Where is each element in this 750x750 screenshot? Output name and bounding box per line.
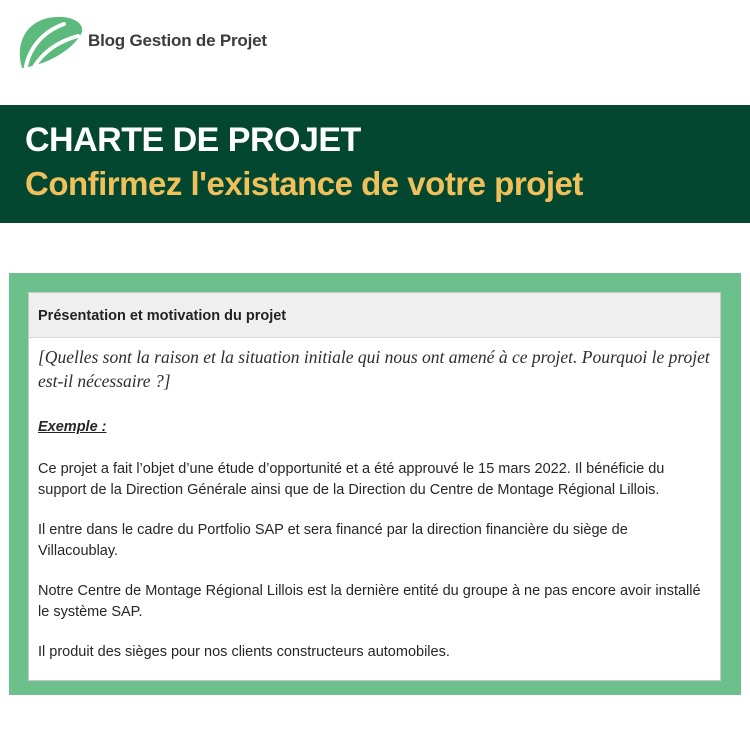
section-card xyxy=(28,292,721,681)
paragraph: Notre Centre de Montage Régional Lillois est la dernière entité du groupe à ne pas encore avoir installé le système SAP. xyxy=(38,583,701,620)
example-label: Exemple : xyxy=(38,419,107,435)
paragraph: Il entre dans le cadre du Portfolio SAP et sera financé par la direction financière du siège de Villacoublay. xyxy=(38,522,628,559)
leaf-logo-icon xyxy=(16,12,86,74)
section-body xyxy=(29,338,720,663)
green-frame xyxy=(9,273,741,695)
section-header: Présentation et motivation du projet xyxy=(29,293,720,338)
paragraph: Il produit des sièges pour nos clients constructeurs automobiles. xyxy=(38,644,450,660)
brand-name[interactable]: Blog Gestion de Projet xyxy=(88,31,267,50)
section-prompt: [Quelles sont la raison et la situation initiale qui nous ont amené à ce projet. Pourquoi le projet est-il nécessaire ?] xyxy=(38,347,710,391)
banner-title: CHARTE DE PROJET xyxy=(25,121,361,159)
paragraph: Ce projet a fait l’objet d’une étude d’opportunité et a été approuvé le 15 mars 2022. Il bénéficie du support de la Direction Générale ainsi que de la Direction du Centre de Montage Régional Lillois. xyxy=(38,461,665,498)
banner-subtitle: Confirmez l'existance de votre projet xyxy=(25,165,583,202)
